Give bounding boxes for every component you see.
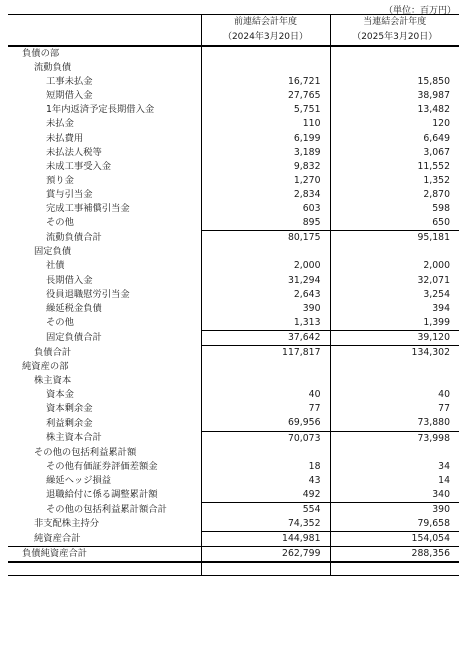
value-curr bbox=[330, 46, 459, 61]
value-prev: 69,956 bbox=[201, 416, 330, 431]
table-row bbox=[8, 146, 459, 160]
table-row bbox=[8, 316, 459, 331]
value-prev: 18 bbox=[201, 460, 330, 474]
value-curr bbox=[330, 446, 459, 460]
value-curr: 34 bbox=[330, 460, 459, 474]
table-row bbox=[8, 330, 459, 345]
row-label: 純資産の部 bbox=[22, 361, 69, 373]
table-row bbox=[8, 416, 459, 431]
value-curr bbox=[330, 360, 459, 374]
table-end-row bbox=[8, 562, 459, 576]
table-row bbox=[8, 61, 459, 75]
value-curr: 340 bbox=[330, 488, 459, 503]
value-curr: 154,054 bbox=[330, 532, 459, 547]
value-prev: 43 bbox=[201, 474, 330, 488]
value-prev: 262,799 bbox=[201, 547, 330, 563]
value-curr: 39,120 bbox=[330, 330, 459, 345]
value-prev bbox=[201, 245, 330, 259]
value-prev: 2,834 bbox=[201, 188, 330, 202]
value-prev: 390 bbox=[201, 302, 330, 316]
value-curr: 3,067 bbox=[330, 146, 459, 160]
value-curr: 11,552 bbox=[330, 160, 459, 174]
value-curr: 120 bbox=[330, 117, 459, 131]
row-label: その他の包括利益累計額 bbox=[34, 446, 137, 458]
row-label: 固定負債 bbox=[34, 246, 72, 258]
value-curr: 79,658 bbox=[330, 517, 459, 532]
value-curr: 134,302 bbox=[330, 345, 459, 360]
table-row bbox=[8, 132, 459, 146]
header-row-date bbox=[8, 30, 459, 46]
value-prev: 16,721 bbox=[201, 75, 330, 89]
table-row bbox=[8, 345, 459, 360]
value-curr: 2,870 bbox=[330, 188, 459, 202]
value-prev: 40 bbox=[201, 388, 330, 402]
row-label: 固定負債合計 bbox=[46, 331, 102, 343]
table-row bbox=[8, 75, 459, 89]
row-label: 未払費用 bbox=[46, 132, 84, 144]
table-row bbox=[8, 274, 459, 288]
empty-cell bbox=[330, 562, 459, 576]
value-prev bbox=[201, 374, 330, 388]
row-label: 未払金 bbox=[46, 118, 74, 130]
row-label: 預り金 bbox=[46, 174, 74, 186]
value-curr: 288,356 bbox=[330, 547, 459, 563]
value-prev: 31,294 bbox=[201, 274, 330, 288]
value-prev: 6,199 bbox=[201, 132, 330, 146]
value-prev: 80,175 bbox=[201, 231, 330, 246]
row-label: 繰延ヘッジ損益 bbox=[46, 474, 112, 486]
value-prev: 492 bbox=[201, 488, 330, 503]
value-curr: 73,998 bbox=[330, 431, 459, 446]
table-row bbox=[8, 245, 459, 259]
row-label: 株主資本合計 bbox=[46, 432, 102, 444]
table-row bbox=[8, 103, 459, 117]
value-prev: 2,643 bbox=[201, 288, 330, 302]
table-row bbox=[8, 302, 459, 316]
value-curr: 3,254 bbox=[330, 288, 459, 302]
row-label: その他の包括利益累計額合計 bbox=[46, 503, 167, 515]
row-label: 非支配株主持分 bbox=[34, 518, 100, 530]
row-label: その他 bbox=[46, 317, 74, 329]
row-label: 流動負債合計 bbox=[46, 231, 102, 243]
row-label: その他有価証券評価差額金 bbox=[46, 460, 158, 472]
header-blank bbox=[8, 15, 201, 31]
value-prev: 77 bbox=[201, 402, 330, 416]
row-label: 完成工事補償引当金 bbox=[46, 203, 130, 215]
row-label: 工事未払金 bbox=[46, 76, 93, 88]
table-row bbox=[8, 89, 459, 103]
value-curr: 598 bbox=[330, 202, 459, 216]
row-label: 資本金 bbox=[46, 389, 74, 401]
value-curr: 38,987 bbox=[330, 89, 459, 103]
value-prev: 9,832 bbox=[201, 160, 330, 174]
row-label: 賞与引当金 bbox=[46, 188, 93, 200]
value-prev: 110 bbox=[201, 117, 330, 131]
table-row bbox=[8, 374, 459, 388]
row-label: 純資産合計 bbox=[8, 532, 201, 547]
table-row bbox=[8, 532, 459, 547]
value-curr: 1,352 bbox=[330, 174, 459, 188]
value-prev: 2,000 bbox=[201, 259, 330, 273]
value-curr bbox=[330, 245, 459, 259]
table-row bbox=[8, 503, 459, 518]
unit-label: （単位：百万円） bbox=[383, 6, 456, 16]
table-row bbox=[8, 46, 459, 61]
value-curr: 32,071 bbox=[330, 274, 459, 288]
table-row bbox=[8, 288, 459, 302]
row-label: 流動負債 bbox=[34, 62, 72, 74]
value-prev: 1,313 bbox=[201, 316, 330, 331]
value-curr: 650 bbox=[330, 216, 459, 231]
value-prev bbox=[201, 46, 330, 61]
value-curr: 2,000 bbox=[330, 259, 459, 273]
row-label: 役員退職慰労引当金 bbox=[46, 288, 130, 300]
row-label: 資本剰余金 bbox=[46, 403, 93, 415]
table-row bbox=[8, 202, 459, 216]
value-prev: 74,352 bbox=[201, 517, 330, 532]
header-curr-date: （2025年3月20日） bbox=[330, 30, 459, 46]
value-curr bbox=[330, 374, 459, 388]
header-prev-period: 前連結会計年度 bbox=[201, 15, 330, 31]
value-prev: 37,642 bbox=[201, 330, 330, 345]
value-curr: 95,181 bbox=[330, 231, 459, 246]
value-prev: 603 bbox=[201, 202, 330, 216]
value-prev bbox=[201, 360, 330, 374]
row-label: 長期借入金 bbox=[46, 274, 93, 286]
value-curr: 77 bbox=[330, 402, 459, 416]
table-row bbox=[8, 259, 459, 273]
table-row bbox=[8, 216, 459, 231]
value-curr: 40 bbox=[330, 388, 459, 402]
table-row bbox=[8, 174, 459, 188]
value-prev bbox=[201, 61, 330, 75]
value-prev: 27,765 bbox=[201, 89, 330, 103]
value-curr: 13,482 bbox=[330, 103, 459, 117]
value-prev: 117,817 bbox=[201, 345, 330, 360]
table-row bbox=[8, 488, 459, 503]
table-row bbox=[8, 231, 459, 246]
row-label: 社債 bbox=[46, 260, 65, 272]
value-curr: 6,649 bbox=[330, 132, 459, 146]
row-label: その他 bbox=[46, 217, 74, 229]
table-row bbox=[8, 160, 459, 174]
value-curr: 390 bbox=[330, 503, 459, 518]
row-label: 負債の部 bbox=[22, 48, 60, 59]
value-prev: 554 bbox=[201, 503, 330, 518]
row-label: 株主資本 bbox=[34, 375, 72, 387]
balance-sheet-table bbox=[8, 14, 459, 576]
value-curr: 394 bbox=[330, 302, 459, 316]
table-row bbox=[8, 117, 459, 131]
row-label: 未成工事受入金 bbox=[46, 160, 112, 172]
value-curr bbox=[330, 61, 459, 75]
row-label: 負債純資産合計 bbox=[8, 547, 201, 563]
table-row bbox=[8, 402, 459, 416]
value-curr: 15,850 bbox=[330, 75, 459, 89]
row-label: 短期借入金 bbox=[46, 90, 93, 102]
value-prev: 3,189 bbox=[201, 146, 330, 160]
value-curr: 14 bbox=[330, 474, 459, 488]
value-prev bbox=[201, 446, 330, 460]
value-curr: 73,880 bbox=[330, 416, 459, 431]
table-row bbox=[8, 388, 459, 402]
table-row bbox=[8, 517, 459, 532]
row-label: 退職給付に係る調整累計額 bbox=[46, 489, 158, 501]
table-row bbox=[8, 446, 459, 460]
value-prev: 144,981 bbox=[201, 532, 330, 547]
row-label: 繰延税金負債 bbox=[46, 302, 102, 314]
table-row bbox=[8, 474, 459, 488]
table-row bbox=[8, 360, 459, 374]
header-prev-date: （2024年3月20日） bbox=[201, 30, 330, 46]
value-prev: 1,270 bbox=[201, 174, 330, 188]
row-label: 1年内返済予定長期借入金 bbox=[46, 104, 155, 116]
row-label: 負債合計 bbox=[34, 346, 72, 358]
table-row bbox=[8, 547, 459, 563]
header-curr-period: 当連結会計年度 bbox=[330, 15, 459, 31]
table-row bbox=[8, 188, 459, 202]
value-prev: 895 bbox=[201, 216, 330, 231]
header-blank bbox=[8, 30, 201, 46]
value-prev: 5,751 bbox=[201, 103, 330, 117]
header-row-period bbox=[8, 15, 459, 31]
value-prev: 70,073 bbox=[201, 431, 330, 446]
empty-cell bbox=[8, 562, 201, 576]
value-curr: 1,399 bbox=[330, 316, 459, 331]
row-label: 未払法人税等 bbox=[46, 146, 102, 158]
table-row bbox=[8, 460, 459, 474]
row-label: 利益剰余金 bbox=[46, 417, 93, 429]
empty-cell bbox=[201, 562, 330, 576]
table-row bbox=[8, 431, 459, 446]
